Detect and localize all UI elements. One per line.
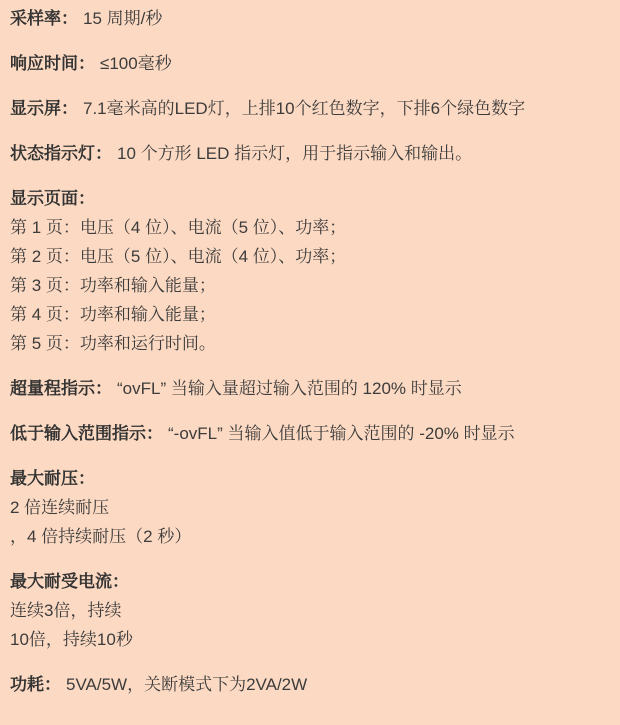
spec-heading-line: [10, 49, 606, 78]
spec-value: “ovFL” 当输入量超过输入范围的 120% 时显示: [117, 379, 462, 398]
spec-line: 第 1 页：电压（4 位）、电流（5 位）、功率；: [10, 218, 347, 237]
spec-value: 10 个方形 LED 指示灯，用于指示输入和输出。: [117, 144, 473, 163]
spec-heading-line: [10, 94, 606, 123]
spec-block: [10, 419, 606, 448]
spec-line: 第 3 页：功率和输入能量；: [10, 276, 216, 295]
spec-block: [10, 374, 606, 403]
spec-block: [10, 4, 606, 33]
spec-heading-line: [10, 374, 606, 403]
spec-line: ，4 倍持续耐压（2 秒）: [10, 527, 192, 546]
spec-line: 2 倍连续耐压: [10, 498, 110, 517]
spec-value: 5VA/5W，关断模式下为2VA/2W: [66, 675, 308, 694]
spec-label: 功耗：: [10, 675, 61, 694]
spec-block: [10, 670, 606, 699]
spec-label: 显示页面：: [10, 189, 95, 208]
spec-label: 状态指示灯：: [10, 144, 112, 163]
spec-label: 低于输入范围指示：: [10, 424, 163, 443]
spec-value: ≤100毫秒: [100, 54, 172, 73]
spec-value: 15 周期/秒: [83, 9, 163, 28]
spec-label: 采样率：: [10, 9, 78, 28]
spec-block: [10, 567, 606, 654]
spec-label: 最大耐受电流：: [10, 572, 129, 591]
spec-block: [10, 49, 606, 78]
spec-block: [10, 139, 606, 168]
spec-line: 连续3倍，持续: [10, 601, 122, 620]
spec-value: 7.1毫米高的LED灯，上排10个红色数字，下排6个绿色数字: [83, 99, 526, 118]
spec-heading-line: [10, 670, 606, 699]
spec-heading-line: [10, 419, 606, 448]
spec-heading-line: [10, 567, 606, 596]
spec-label: 最大耐压：: [10, 469, 95, 488]
spec-heading-line: [10, 464, 606, 493]
spec-label: 显示屏：: [10, 99, 78, 118]
spec-heading-line: [10, 139, 606, 168]
spec-line: 第 4 页：功率和输入能量；: [10, 305, 216, 324]
spec-block: [10, 184, 606, 358]
spec-heading-line: [10, 4, 606, 33]
spec-label: 超量程指示：: [10, 379, 112, 398]
spec-block: [10, 94, 606, 123]
spec-heading-line: [10, 184, 606, 213]
spec-line: 第 5 页：功率和运行时间。: [10, 334, 216, 353]
spec-block: [10, 464, 606, 551]
spec-line: 第 2 页：电压（5 位）、电流（4 位）、功率；: [10, 247, 347, 266]
spec-line: 10倍，持续10秒: [10, 630, 133, 649]
spec-value: “-ovFL” 当输入值低于输入范围的 -20% 时显示: [168, 424, 515, 443]
spec-label: 响应时间：: [10, 54, 95, 73]
